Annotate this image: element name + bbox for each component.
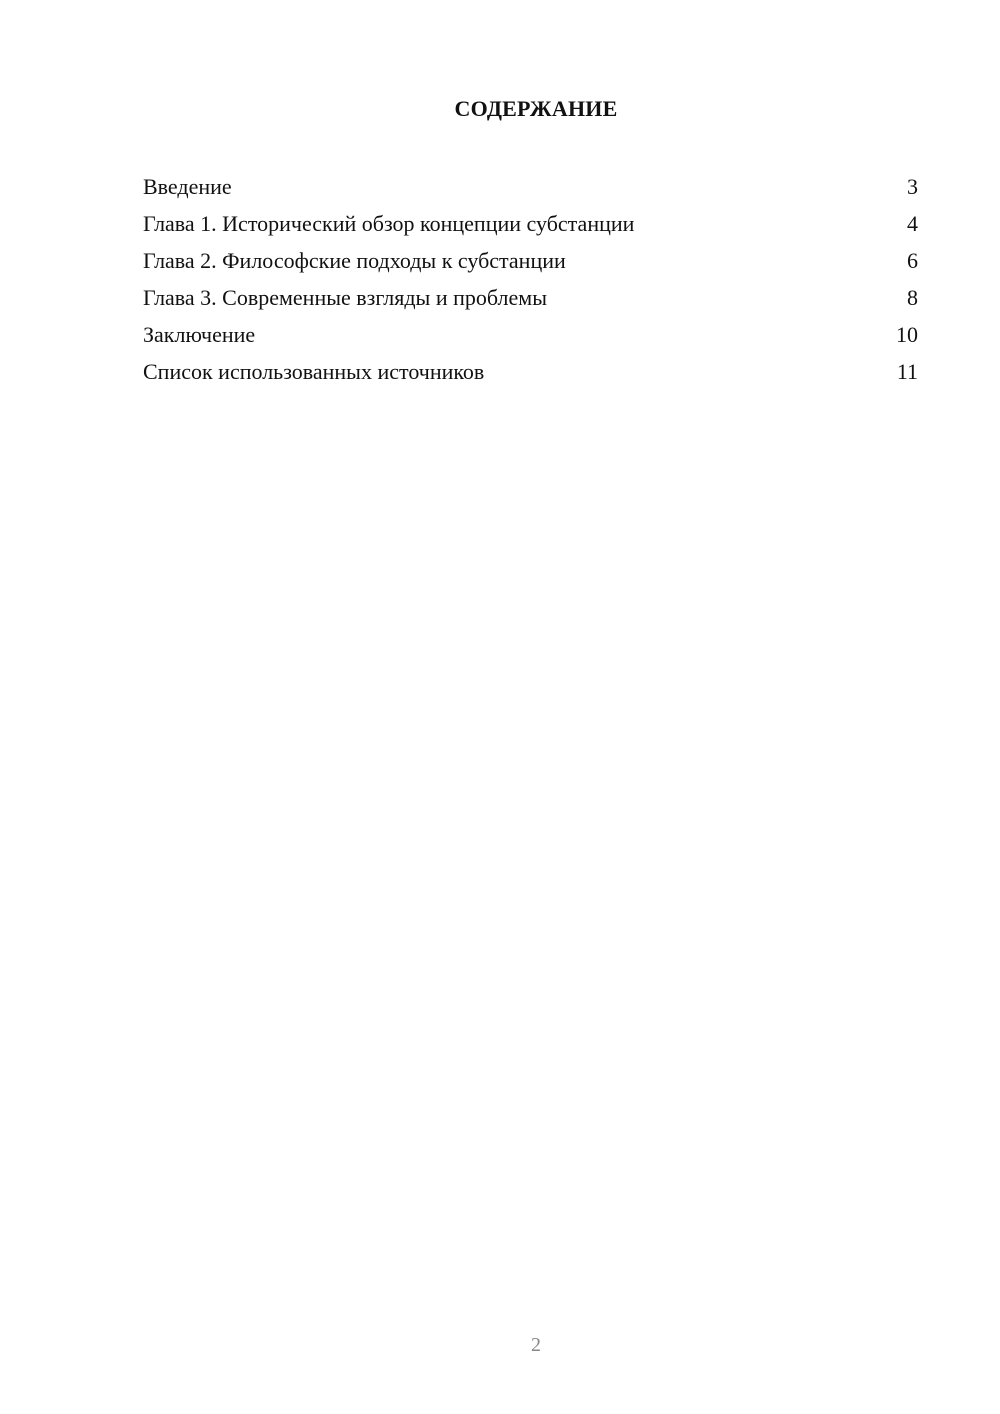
toc-item-label: Глава 2. Философские подходы к субстанции <box>143 248 566 273</box>
toc-item-label: Введение <box>143 174 232 199</box>
toc-item-label: Глава 1. Исторический обзор концепции субстанции <box>143 211 635 236</box>
toc-item-label: Заключение <box>143 322 256 347</box>
page-title: СОДЕРЖАНИЕ <box>454 96 618 121</box>
toc-item <box>143 279 918 316</box>
toc-item <box>143 353 918 390</box>
toc-item-page: 3 <box>907 174 918 199</box>
toc-item <box>143 242 918 279</box>
toc-item-page: 6 <box>907 248 918 273</box>
toc-item <box>143 168 918 205</box>
page-number: 2 <box>531 1334 541 1356</box>
table-of-contents <box>143 168 918 390</box>
toc-item <box>143 205 918 242</box>
toc-item-page: 4 <box>907 211 918 236</box>
toc-item <box>143 316 918 353</box>
toc-item-page: 11 <box>896 359 918 384</box>
toc-item-label: Глава 3. Современные взгляды и проблемы <box>143 285 547 310</box>
toc-item-page: 10 <box>896 322 918 347</box>
toc-item-label: Список использованных источников <box>143 359 485 384</box>
toc-item-page: 8 <box>907 285 918 310</box>
